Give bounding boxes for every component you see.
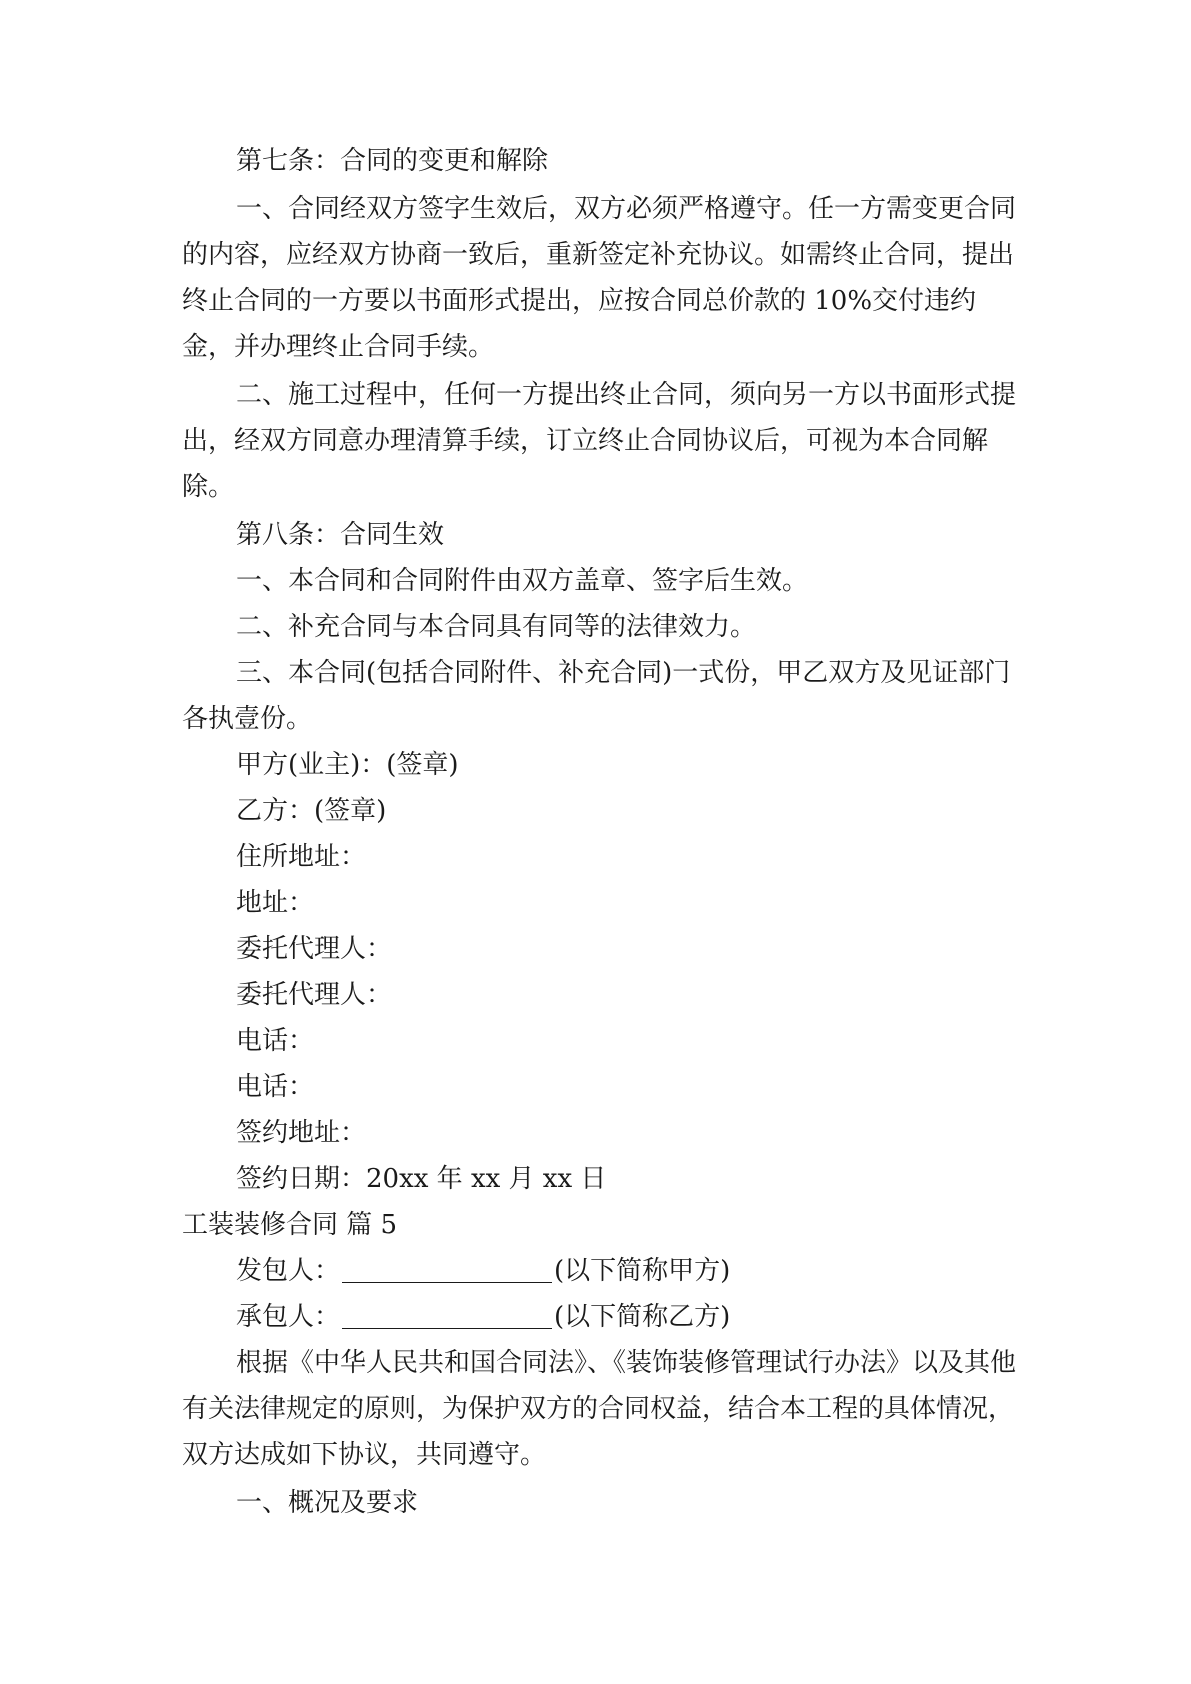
article8-heading: 第八条：合同生效	[236, 520, 445, 550]
article7-paragraph-2: 二、施工过程中，任何一方提出终止合同，须向另一方以书面形式提出，经双方同意办理清算手续，订立终止合同协议后，可视为本合同解除。	[182, 380, 1017, 502]
agent-line-1: 委托代理人：	[236, 934, 393, 964]
phone-line-1: 电话：	[236, 1026, 315, 1056]
address-line: 地址：	[236, 888, 315, 918]
section5-item-1: 一、概况及要求	[236, 1488, 419, 1518]
contractor-label: 发包人：	[236, 1256, 341, 1286]
sign-place-line: 签约地址：	[236, 1118, 367, 1148]
phone-line-2: 电话：	[236, 1072, 315, 1102]
article7-paragraph-1: 一、合同经双方签字生效后，双方必须严格遵守。任一方需变更合同的内容，应经双方协商一致后，重新签定补充协议。如需终止合同，提出终止合同的一方要以书面形式提出，应按合同总价款的 10%交付违约金，并办理终止合同手续。	[182, 194, 1017, 362]
sign-date-line: 签约日期：20xx 年 xx 月 xx 日	[236, 1164, 607, 1194]
article7-heading: 第七条：合同的变更和解除	[236, 146, 549, 176]
article8-paragraph-3: 三、本合同(包括合同附件、补充合同)一式份，甲乙双方及见证部门各执壹份。	[182, 658, 1011, 734]
document-body	[182, 138, 1022, 1526]
agent-line-2: 委托代理人：	[236, 980, 393, 1010]
party-b-signature: 乙方：(签章)	[236, 796, 387, 826]
contractor-line	[182, 1248, 1022, 1294]
builder-line	[182, 1294, 1022, 1340]
section5-intro: 根据《中华人民共和国合同法》、《装饰装修管理试行办法》以及其他有关法律规定的原则，为保护双方的合同权益，结合本工程的具体情况，双方达成如下协议，共同遵守。	[182, 1348, 1017, 1470]
builder-label: 承包人：	[236, 1302, 341, 1332]
contractor-suffix: (以下简称甲方)	[554, 1256, 731, 1286]
contractor-blank	[342, 1254, 552, 1283]
party-a-signature: 甲方(业主)：(签章)	[236, 750, 459, 780]
section5-title: 工装装修合同 篇 5	[182, 1210, 398, 1240]
residence-address-line: 住所地址：	[236, 842, 367, 872]
article8-paragraph-1: 一、本合同和合同附件由双方盖章、签字后生效。	[236, 566, 809, 596]
article8-paragraph-2: 二、补充合同与本合同具有同等的法律效力。	[236, 612, 757, 642]
builder-blank	[342, 1300, 552, 1329]
builder-suffix: (以下简称乙方)	[554, 1302, 731, 1332]
